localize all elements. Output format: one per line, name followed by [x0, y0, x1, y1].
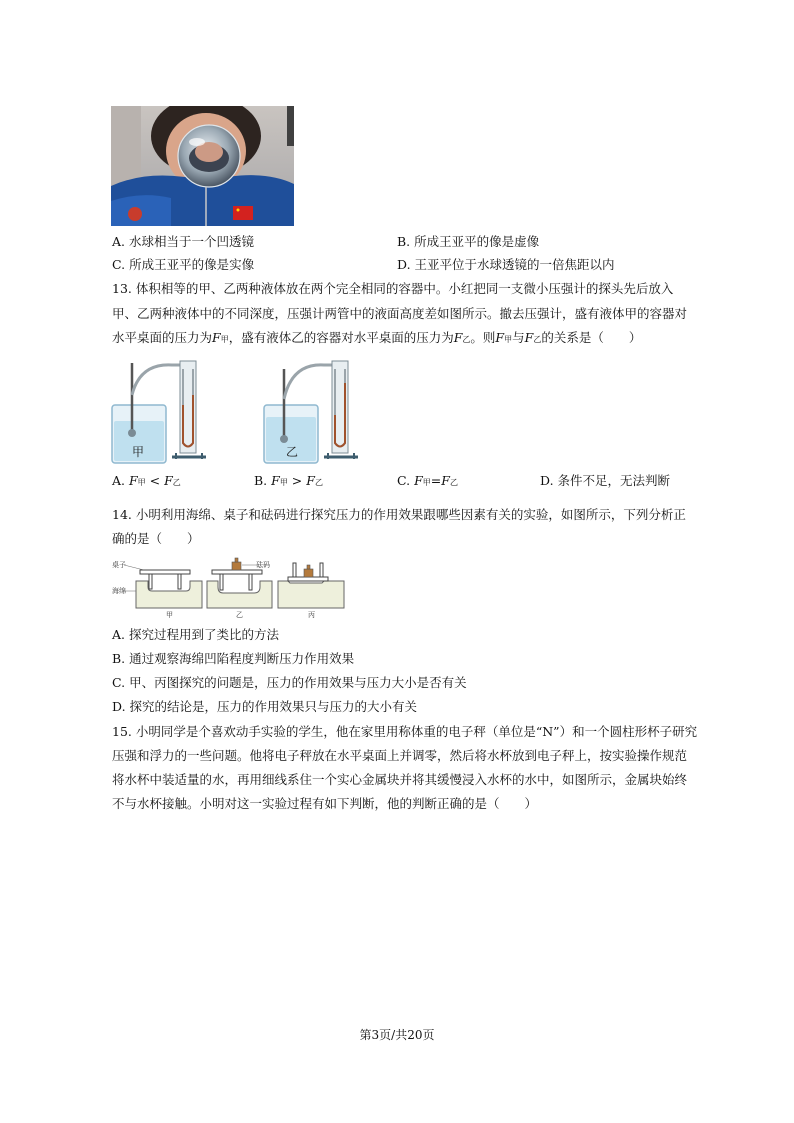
- q14-stem-line-2: 确的是（ ）: [112, 531, 200, 546]
- sponge-table-weight-figure: [110, 553, 360, 621]
- q14-option-b: B. 通过观察海绵凹陷程度判断压力作用效果: [112, 651, 355, 666]
- q12-option-a: A. 水球相当于一个凹透镜: [112, 234, 254, 249]
- pressure-gauge-figure-yi: [262, 355, 364, 467]
- q13-option-c: C. F甲=F乙: [397, 473, 458, 488]
- q14-stem-line-1: 14. 小明利用海绵、桌子和砝码进行探究压力的作用效果跟哪些因素有关的实验，如图所示，下列分析正: [112, 507, 686, 522]
- q15-stem-line-1: 15. 小明同学是个喜欢动手实验的学生，他在家里用称体重的电子秤（单位是“N”）和一个圆柱形杯子研究: [112, 724, 698, 739]
- fig-label-jia: 甲: [132, 445, 145, 459]
- q12-option-b: B. 所成王亚平的像是虚像: [397, 234, 540, 249]
- page-footer: 第3页/共20页: [359, 1028, 435, 1042]
- q15-stem-line-2: 压强和浮力的一些问题。他将电子秤放在水平桌面上并调零，然后将水杯放到电子秤上，按实验操作规范: [112, 748, 688, 763]
- q14-option-a: A. 探究过程用到了类比的方法: [112, 627, 279, 642]
- pressure-gauge-figure-jia: [110, 355, 212, 467]
- fig-label-sponge: 海绵: [112, 587, 126, 595]
- q14-option-d: D. 探究的结论是，压力的作用效果只与压力的大小有关: [112, 699, 418, 714]
- q13-stem-line-2: 甲、乙两种液体中的不同深度，压强计两管中的液面高度差如图所示。撤去压强计，盛有液体甲的容器对: [112, 306, 688, 321]
- fig-label-jia-14: 甲: [166, 611, 173, 619]
- q15-stem-line-3: 将水杯中装适量的水，再用细线系住一个实心金属块并将其缓慢浸入水杯的水中，如图所示，金属块始终: [112, 772, 688, 787]
- fig-label-weight: 砝码: [256, 561, 270, 569]
- fig-label-yi-14: 乙: [236, 611, 243, 619]
- fig-label-table: 桌子: [112, 561, 126, 569]
- q14-option-c: C. 甲、丙图探究的问题是，压力的作用效果与压力大小是否有关: [112, 675, 467, 690]
- q13-stem-line-1: 13. 体积相等的甲、乙两种液体放在两个完全相同的容器中。小红把同一支微小压强计的探头先后放入: [112, 281, 674, 296]
- q15-stem-line-4: 不与水杯接触。小明对这一实验过程有如下判断，他的判断正确的是（ ）: [112, 796, 538, 811]
- q13-option-d: D. 条件不足，无法判断: [540, 473, 671, 488]
- fig-label-yi: 乙: [286, 445, 299, 459]
- astronaut-water-ball-photo: [111, 106, 294, 226]
- q13-stem-line-3: 水平桌面的压力为F甲，盛有液体乙的容器对水平桌面的压力为F乙。则F甲与F乙的关系是（ ）: [112, 330, 642, 345]
- fig-label-bing-14: 丙: [308, 611, 315, 619]
- q12-option-c: C. 所成王亚平的像是实像: [112, 257, 255, 272]
- q13-option-b: B. F甲 > F乙: [254, 473, 323, 488]
- q13-option-a: A. F甲 < F乙: [112, 473, 181, 488]
- q12-option-d: D. 王亚平位于水球透镜的一倍焦距以内: [397, 257, 615, 272]
